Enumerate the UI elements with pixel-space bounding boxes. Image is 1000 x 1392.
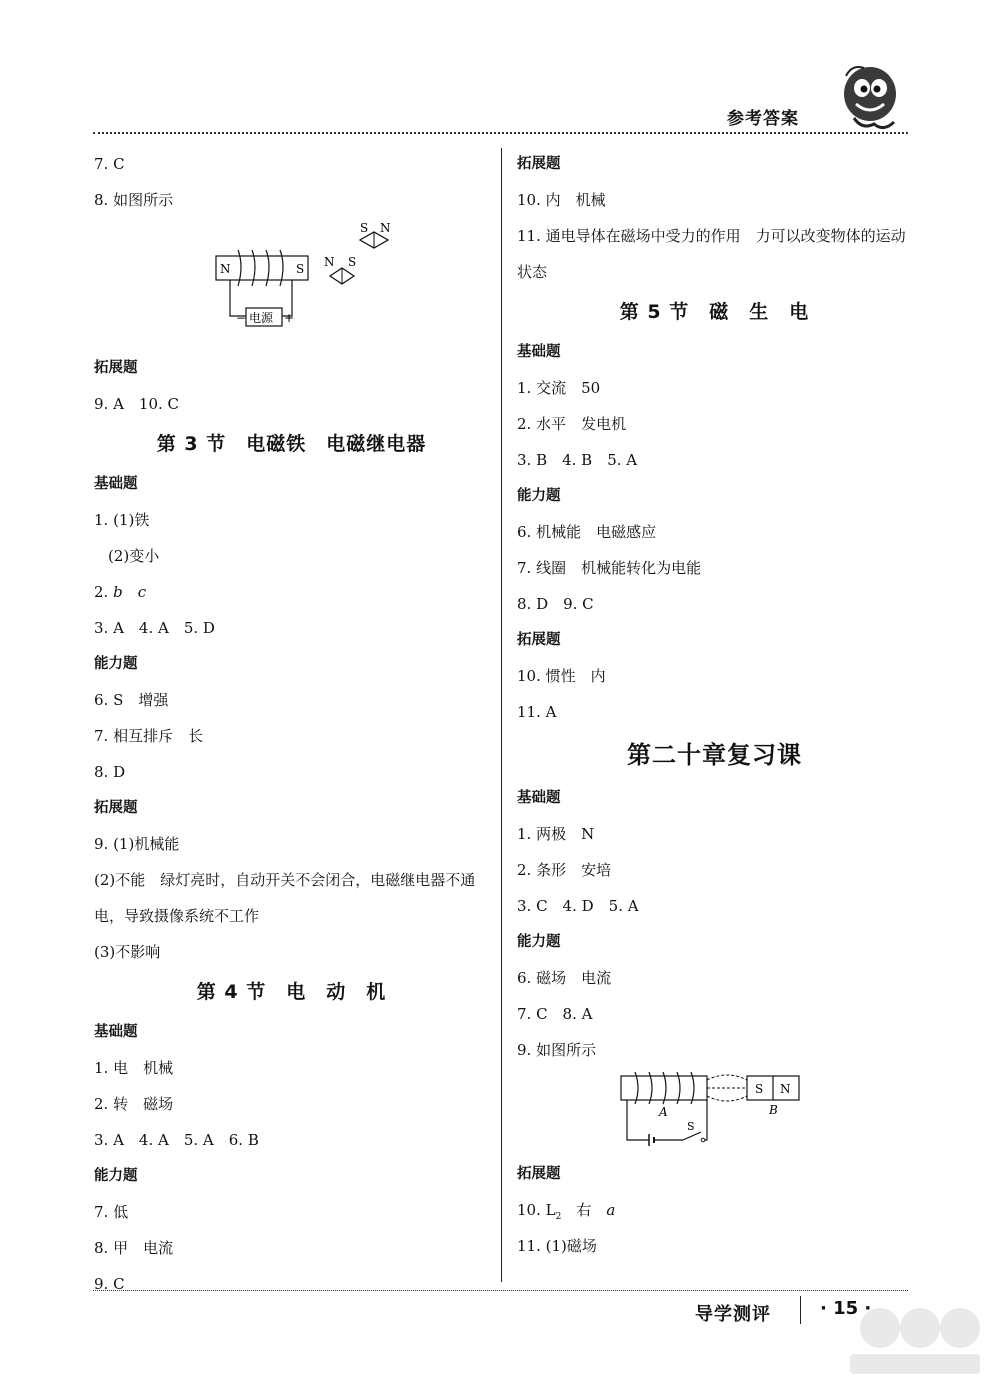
category-heading: 基础题 bbox=[94, 1024, 138, 1040]
answer-line: 3. C 4. D 5. A bbox=[517, 897, 639, 915]
answer-line: (2)不能 绿灯亮时，自动开关不会闭合，电磁继电器不通电，导致摄像系统不工作 bbox=[94, 871, 476, 925]
answer-line: 9. (1)机械能 bbox=[94, 835, 180, 853]
category-heading: 拓展题 bbox=[94, 360, 138, 376]
right-column bbox=[517, 146, 912, 1264]
answer-line: 11. A bbox=[517, 703, 557, 721]
answer-line: 1. 电 机械 bbox=[94, 1059, 174, 1077]
answer-var-a: a bbox=[606, 1201, 616, 1219]
watermark-logo-icon bbox=[840, 1300, 990, 1380]
footer-rule bbox=[93, 1290, 908, 1291]
category-heading: 拓展题 bbox=[94, 800, 138, 816]
answer-line: 1. (1)铁 bbox=[94, 511, 150, 529]
answer-line: 8. 如图所示 bbox=[94, 191, 174, 209]
answer-line: 10. 惯性 内 bbox=[517, 667, 606, 685]
answer-line: (3)不影响 bbox=[94, 943, 161, 961]
footer-brand: 导学测评 bbox=[695, 1304, 771, 1325]
header-rule bbox=[93, 132, 908, 134]
section-heading: 第 5 节 磁 生 电 bbox=[619, 301, 810, 323]
category-heading: 基础题 bbox=[94, 476, 138, 492]
header-title: 参考答案 bbox=[727, 109, 799, 129]
fig2-label: A bbox=[659, 1105, 668, 1119]
category-heading: 能力题 bbox=[517, 934, 561, 950]
answer-line: 10. 内 机械 bbox=[517, 191, 606, 209]
fig1-label: − bbox=[236, 311, 247, 325]
page-number: · 15 · bbox=[820, 1298, 872, 1319]
category-heading: 能力题 bbox=[94, 656, 138, 672]
answer-line bbox=[517, 1192, 912, 1228]
answer-line: 3. B 4. B 5. A bbox=[517, 451, 638, 469]
category-heading: 拓展题 bbox=[517, 156, 561, 172]
fig2-label: S bbox=[687, 1120, 695, 1133]
answer-line: 9. C bbox=[94, 1275, 125, 1293]
category-heading: 基础题 bbox=[517, 344, 561, 360]
answer-prefix: 10. L bbox=[517, 1201, 556, 1219]
answer-line: 6. 机械能 电磁感应 bbox=[517, 523, 657, 541]
fig1-label: S bbox=[296, 262, 305, 276]
fig2-label: N bbox=[780, 1082, 791, 1096]
section-heading: 第 3 节 电磁铁 电磁继电器 bbox=[156, 433, 427, 455]
answer-line: 8. D bbox=[94, 763, 126, 781]
answer-line: 2. 水平 发电机 bbox=[517, 415, 627, 433]
fig1-label: + bbox=[284, 311, 295, 325]
fig1-label: S bbox=[360, 221, 369, 235]
answer-line: 9. A 10. C bbox=[94, 395, 180, 413]
answer-line: 11. (1)磁场 bbox=[517, 1237, 597, 1255]
answer-line: 9. 如图所示 bbox=[517, 1041, 597, 1059]
category-heading: 能力题 bbox=[517, 488, 561, 504]
fig1-label: S bbox=[348, 255, 357, 269]
footer-separator bbox=[800, 1296, 801, 1324]
answer-subscript: 2 bbox=[555, 1212, 562, 1222]
fig2-label: S bbox=[755, 1082, 764, 1096]
answer-line: 7. C 8. A bbox=[517, 1005, 593, 1023]
chapter-heading: 第二十章复习课 bbox=[627, 740, 802, 769]
answer-line: 11. 通电导体在磁场中受力的作用 力可以改变物体的运动状态 bbox=[517, 227, 906, 281]
answer-line: 7. 低 bbox=[94, 1203, 129, 1221]
answer-line: 7. C bbox=[94, 155, 125, 173]
answer-var-b: b bbox=[113, 583, 123, 601]
fig2-label: B bbox=[769, 1103, 778, 1117]
fig1-label: N bbox=[220, 262, 231, 276]
answer-line: 6. 磁场 电流 bbox=[517, 969, 612, 987]
figure-electromagnet bbox=[94, 218, 489, 350]
fig1-label: N bbox=[380, 221, 391, 235]
answer-line: 2. 条形 安培 bbox=[517, 861, 612, 879]
answer-prefix: 2. bbox=[94, 583, 114, 601]
answer-line: 6. S 增强 bbox=[94, 691, 169, 709]
category-heading: 拓展题 bbox=[517, 1166, 561, 1182]
answer-line bbox=[94, 574, 489, 610]
answer-mid: 右 bbox=[561, 1201, 607, 1219]
answer-line: 3. A 4. A 5. A 6. B bbox=[94, 1131, 259, 1149]
section-heading: 第 4 节 电 动 机 bbox=[196, 981, 387, 1003]
answer-line: 7. 相互排斥 长 bbox=[94, 727, 204, 745]
answer-line: 8. 甲 电流 bbox=[94, 1239, 174, 1257]
answer-line: (2)变小 bbox=[108, 547, 160, 565]
left-column bbox=[94, 146, 489, 1302]
mascot-logo-icon bbox=[834, 58, 906, 138]
category-heading: 基础题 bbox=[517, 790, 561, 806]
answer-var-c: c bbox=[137, 583, 147, 601]
answer-line: 3. A 4. A 5. D bbox=[94, 619, 215, 637]
answer-line: 8. D 9. C bbox=[517, 595, 594, 613]
answer-line: 1. 两极 N bbox=[517, 825, 595, 843]
answer-line: 7. 线圈 机械能转化为电能 bbox=[517, 559, 702, 577]
category-heading: 能力题 bbox=[94, 1168, 138, 1184]
answer-line: 2. 转 磁场 bbox=[94, 1095, 174, 1113]
figure-coil-magnet bbox=[517, 1068, 912, 1156]
category-heading: 拓展题 bbox=[517, 632, 561, 648]
fig1-label: 电源 bbox=[249, 311, 274, 325]
answer-line: 1. 交流 50 bbox=[517, 379, 601, 397]
fig1-label: N bbox=[324, 255, 335, 269]
